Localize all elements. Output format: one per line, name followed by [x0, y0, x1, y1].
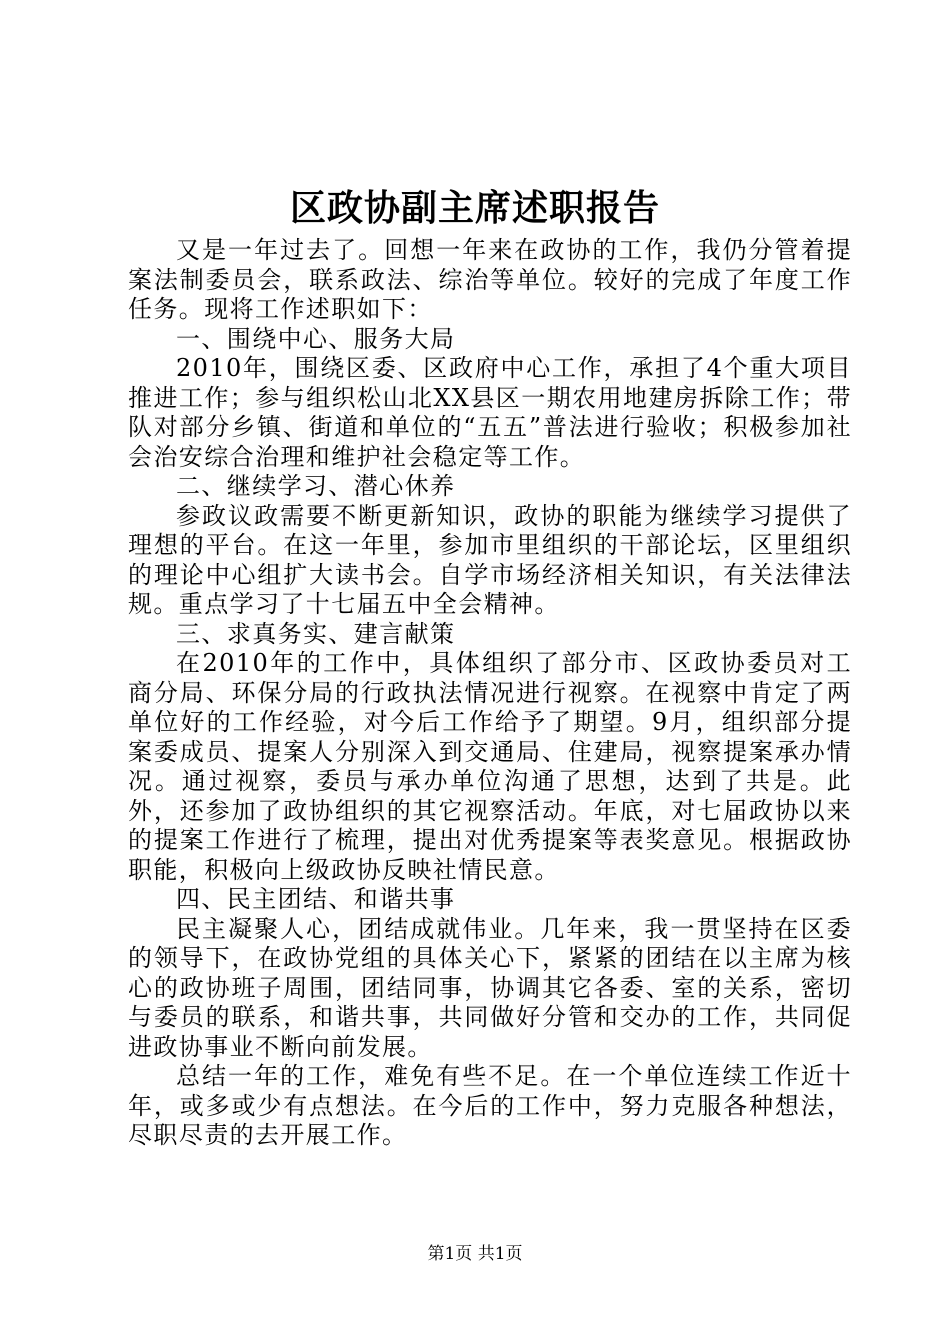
paragraph-section-1: 2010年，围绕区委、区政府中心工作，承担了4个重大项目推进工作；参与组织松山北XX县区一期农用地建房拆除工作；带队对部分乡镇、街道和单位的“五五”普法进行验收；积极参加社会治安综合治理和维护社会稳定等工作。	[128, 354, 852, 471]
paragraph-conclusion: 总结一年的工作，难免有些不足。在一个单位连续工作近十年，或多或少有点想法。在今后的工作中，努力克服各种想法，尽职尽责的去开展工作。	[128, 1062, 852, 1149]
document-body	[128, 236, 852, 1151]
paragraph-section-2: 参政议政需要不断更新知识，政协的职能为继续学习提供了理想的平台。在这一年里，参加市里组织的干部论坛，区里组织的理论中心组扩大读书会。自学市场经济相关知识，有关法律法规。重点学习了十七届五中全会精神。	[128, 501, 852, 618]
section-heading-3: 三、求真务实、建言献策	[176, 619, 456, 648]
section-heading-1: 一、围绕中心、服务大局	[176, 324, 456, 353]
section-heading-4: 四、民主团结、和谐共事	[176, 885, 456, 913]
paragraph-section-3: 在2010年的工作中，具体组织了部分市、区政协委员对工商分局、环保分局的行政执法情况进行视察。在视察中肯定了两单位好的工作经验，对今后工作给予了期望。9月，组织部分提案委成员、提案人分别深入到交通局、住建局，视察提案承办情况。通过视察，委员与承办单位沟通了思想，达到了共是。此外，还参加了政协组织的其它视察活动。年底，对七届政协以来的提案工作进行了梳理，提出对优秀提案等表奖意见。根据政协职能，积极向上级政协反映社情民意。	[128, 649, 852, 884]
page-footer: 第1页 共1页	[427, 1244, 523, 1264]
paragraph-section-4: 民主凝聚人心，团结成就伟业。几年来，我一贯坚持在区委的领导下，在政协党组的具体关心下，紧紧的团结在以主席为核心的政协班子周围，团结同事，协调其它各委、室的关系，密切与委员的联系，和谐共事，共同做好分管和交办的工作，共同促进政协事业不断向前发展。	[128, 914, 852, 1061]
paragraph-intro: 又是一年过去了。回想一年来在政协的工作，我仍分管着提案法制委员会，联系政法、综治等单位。较好的完成了年度工作任务。现将工作述职如下：	[128, 236, 852, 323]
section-heading-2: 二、继续学习、潜心休养	[176, 472, 456, 500]
document-title: 区政协副主席述职报告	[289, 187, 660, 229]
